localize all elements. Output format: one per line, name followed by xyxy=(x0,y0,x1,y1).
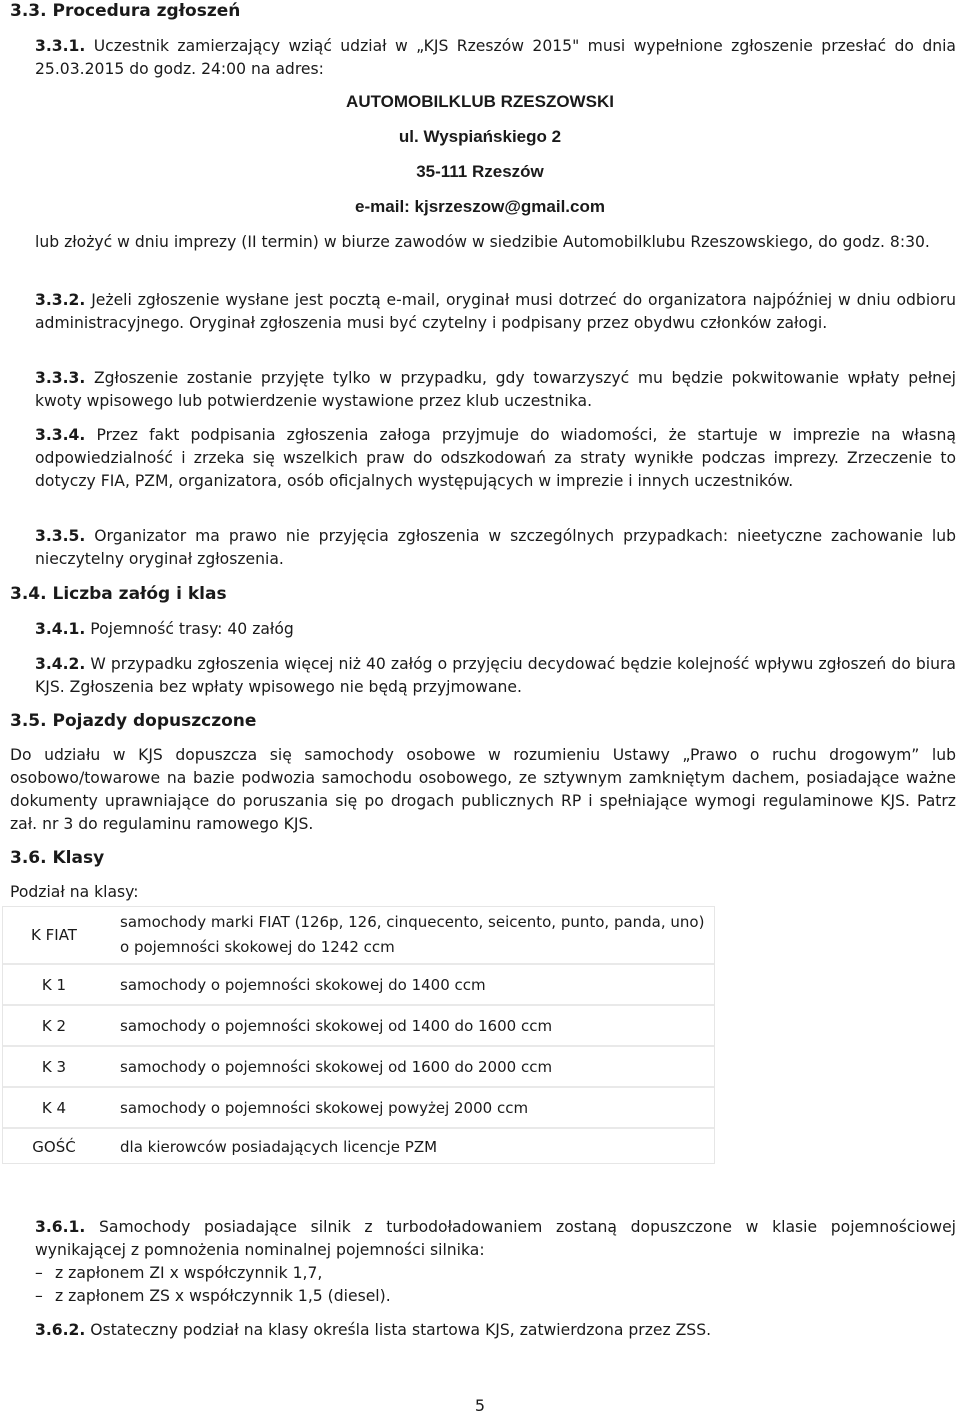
address-email: e-mail: kjsrzeszow@gmail.com xyxy=(355,197,605,216)
class-description: samochody o pojemności skokowej od 1400 do 1600 ccm xyxy=(120,1016,553,1035)
class-name: GOŚĆ xyxy=(32,1137,76,1156)
class-description: dla kierowców posiadających licencje PZM xyxy=(120,1137,438,1156)
address-line-1: AUTOMOBILKLUB RZESZOWSKI xyxy=(346,92,614,111)
paragraph-text: Uczestnik zamierzający wziąć udział w „KJS Rzeszów 2015" musi wypełnione zgłoszenie przesłać do dnia 25.03.2015 do godz. 24:00 na adres: xyxy=(35,37,956,78)
paragraph-number: 3.4.1. xyxy=(35,620,86,638)
paragraph-text: Samochody posiadające silnik z turbodoładowaniem zostaną dopuszczone w klasie pojemnościowej wynikającej z pomnożenia nominalnej pojemności silnika: xyxy=(35,1218,956,1259)
paragraph-3-5: Do udziału w KJS dopuszcza się samochody osobowe w rozumieniu Ustawy „Prawo o ruchu drogowym” lub osobowo/towarowe na bazie podwozia samochodu osobowego, ze sztywnym zamkniętym dachem, posiadające ważne dokumenty uprawniające do poruszania się po drogach publicznych RP i spełniające wymogi regulaminowe KJS. Patrz zał. nr 3 do regulaminu ramowego KJS. xyxy=(10,746,956,833)
paragraph-text: Pojemność trasy: 40 załóg xyxy=(90,620,294,638)
section-heading-3-3: 3.3. Procedura zgłoszeń xyxy=(10,1,241,21)
section-heading-3-5: 3.5. Pojazdy dopuszczone xyxy=(10,711,257,731)
address-line-3: 35-111 Rzeszów xyxy=(416,162,544,181)
paragraph-text: Zgłoszenie zostanie przyjęte tylko w przypadku, gdy towarzyszyć mu będzie pokwitowanie wpłaty pełnej kwoty wpisowego lub potwierdzenie wystawione przez klub uczestnika. xyxy=(35,369,956,410)
page-number: 5 xyxy=(474,1396,486,1415)
paragraph-3-3-5 xyxy=(35,525,956,571)
table-row xyxy=(2,906,715,964)
paragraph-3-3-1 xyxy=(35,35,956,81)
bullet-list xyxy=(35,1262,956,1308)
section-heading-3-6: 3.6. Klasy xyxy=(10,848,105,868)
classes-table xyxy=(2,906,715,1164)
class-description: samochody o pojemności skokowej powyżej 2000 ccm xyxy=(120,1098,529,1117)
class-name: K 3 xyxy=(41,1057,67,1076)
paragraph-number: 3.3.4. xyxy=(35,426,86,444)
class-name: K 2 xyxy=(41,1016,67,1035)
paragraph-number: 3.4.2. xyxy=(35,655,86,673)
paragraph-number: 3.6.2. xyxy=(35,1321,86,1339)
class-name: K 1 xyxy=(41,975,67,994)
paragraph-text: Jeżeli zgłoszenie wysłane jest pocztą e-mail, oryginał musi dotrzeć do organizatora najpóźniej w dniu odbioru administracyjnego. Oryginał zgłoszenia musi być czytelny i podpisany przez obydwu członków załogi. xyxy=(35,291,956,332)
table-row xyxy=(2,1087,715,1128)
paragraph-number: 3.3.1. xyxy=(35,37,86,55)
class-description: samochody o pojemności skokowej od 1600 do 2000 ccm xyxy=(120,1057,553,1076)
class-name: K FIAT xyxy=(31,925,77,944)
paragraph-text: W przypadku zgłoszenia więcej niż 40 załóg o przyjęciu decydować będzie kolejność wpływu zgłoszeń do biura KJS. Zgłoszenia bez wpłaty wpisowego nie będą przyjmowane. xyxy=(35,655,956,696)
class-description: samochody o pojemności skokowej do 1400 ccm xyxy=(120,975,486,994)
table-row xyxy=(2,964,715,1005)
list-item: – z zapłonem ZS x współczynnik 1,5 (diesel). xyxy=(35,1285,956,1308)
paragraph-number: 3.3.5. xyxy=(35,527,86,545)
list-item: – z zapłonem ZI x współczynnik 1,7, xyxy=(35,1262,956,1285)
paragraph-3-6-2 xyxy=(35,1319,956,1342)
paragraph-text: Przez fakt podpisania zgłoszenia załoga przyjmuje do wiadomości, że startuje w imprezie na własną odpowiedzialność i zrzeka się wszelkich praw do odszkodowań za straty wynikłe podczas imprezy. Zrzeczenie to dotyczy FIA, PZM, organizatora, osób oficjalnych występujących w imprezie i innych uczestników. xyxy=(35,426,956,490)
address-line-2: ul. Wyspiańskiego 2 xyxy=(398,127,562,146)
paragraph-3-6-1 xyxy=(35,1216,956,1262)
paragraph-3-3-1-continued: lub złożyć w dniu imprezy (II termin) w biurze zawodów w siedzibie Automobilklubu Rzeszowskiego, do godz. 8:30. xyxy=(35,233,930,251)
paragraph-3-3-3 xyxy=(35,367,956,413)
table-row xyxy=(2,1128,715,1164)
paragraph-3-4-1 xyxy=(35,618,956,641)
table-row xyxy=(2,1005,715,1046)
paragraph-text: Organizator ma prawo nie przyjęcia zgłoszenia w szczególnych przypadkach: nieetyczne zachowanie lub nieczytelny oryginał zgłoszenia. xyxy=(35,527,956,568)
classes-intro: Podział na klasy: xyxy=(10,883,139,901)
paragraph-3-4-2 xyxy=(35,653,956,699)
table-row xyxy=(2,1046,715,1087)
section-heading-3-4: 3.4. Liczba załóg i klas xyxy=(10,584,227,604)
paragraph-3-3-4 xyxy=(35,424,956,493)
class-description: samochody marki FIAT (126p, 126, cinquecento, seicento, punto, panda, uno) o pojemności skokowej do 1242 ccm xyxy=(120,912,705,956)
paragraph-3-3-2 xyxy=(35,289,956,335)
paragraph-number: 3.6.1. xyxy=(35,1218,86,1236)
class-name: K 4 xyxy=(41,1098,67,1117)
paragraph-text: Ostateczny podział na klasy określa lista startowa KJS, zatwierdzona przez ZSS. xyxy=(90,1321,712,1339)
paragraph-number: 3.3.3. xyxy=(35,369,86,387)
paragraph-number: 3.3.2. xyxy=(35,291,86,309)
